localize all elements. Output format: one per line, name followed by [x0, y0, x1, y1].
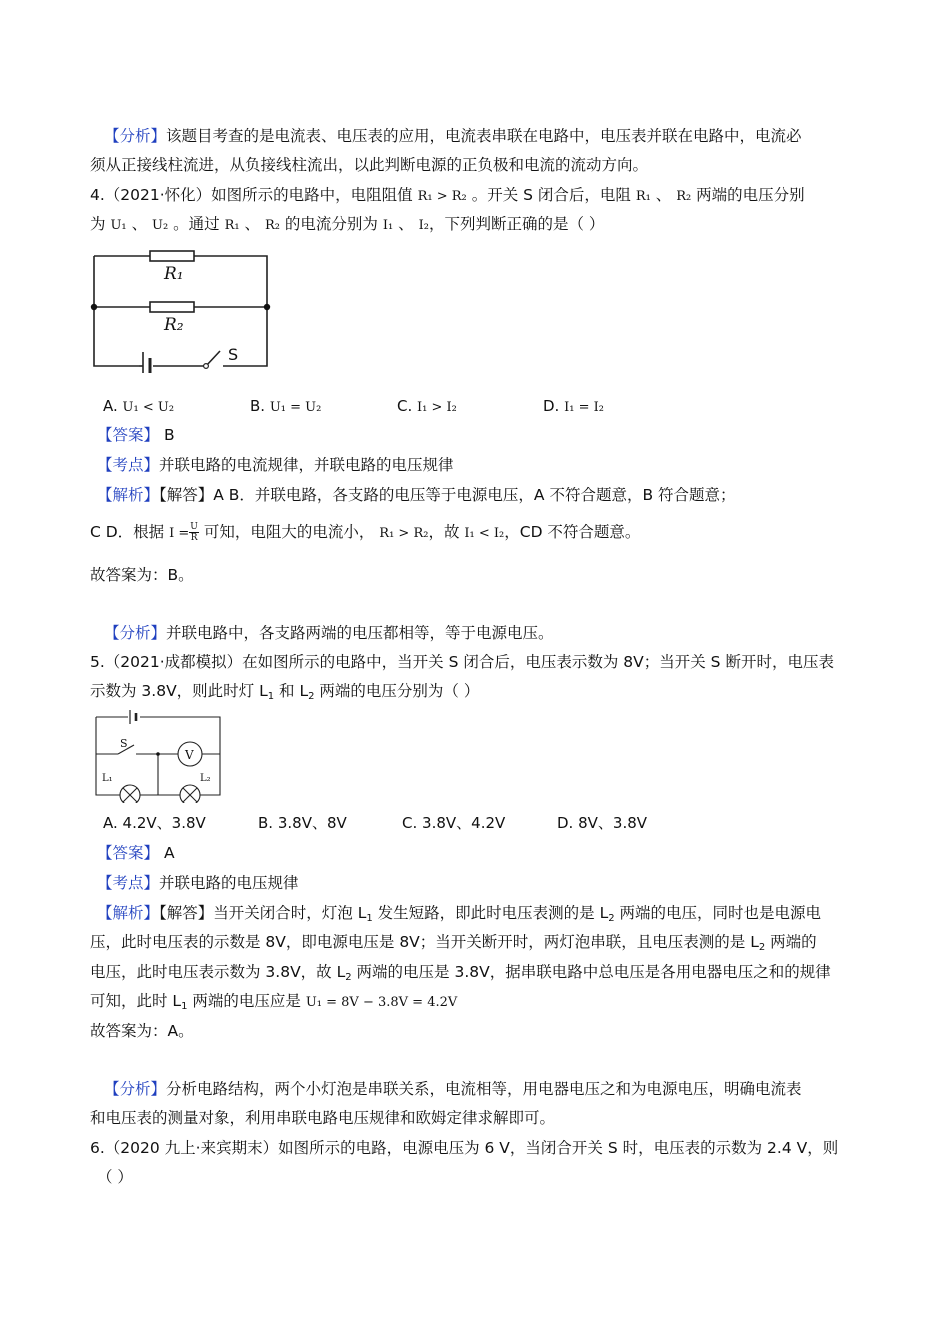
q4-stem-line1: 4.（2021·怀化）如图所示的电路中，电阻阻值 R₁ > R₂ 。开关 S 闭合后，电阻 R₁ 、 R₂ 两端的电压分别 — [90, 186, 805, 204]
q4-option-c[interactable]: C. I₁ > I₂ — [397, 397, 457, 415]
q5-knowledge-point: 【考点】并联电路的电压规律 — [97, 874, 299, 892]
q5-option-a[interactable]: A. 4.2V、3.8V — [103, 814, 206, 832]
q5-solution-line4: 可知，此时 $L_1$ 两端的电压应是 U₁ = 8V − 3.8V = 4.2V — [90, 992, 458, 1012]
fraction-u-over-r: $\frac{U}{R}$ — [190, 522, 198, 543]
q5-solution-line3: 电压，此时电压表示数为 3.8V，故 $L_2$ 两端的电压是 3.8V，据串联电路中总电压是各用电器电压之和的规律 — [90, 963, 831, 983]
q3-analysis-line1: 【分析】该题目考查的是电流表、电压表的应用，电流表串联在电路中，电压表并联在电路中，电流必 — [104, 127, 802, 145]
q5-option-b[interactable]: B. 3.8V、8V — [258, 814, 347, 832]
q4-circuit-diagram — [88, 248, 273, 373]
q4-knowledge-point: 【考点】并联电路的电流规律，并联电路的电压规律 — [97, 456, 454, 474]
voltmeter-label: V — [185, 748, 194, 762]
l1-label: L₁ — [102, 773, 113, 784]
switch-label: S — [228, 345, 239, 364]
q4-answer: 【答案】 B — [97, 426, 175, 444]
q5-analysis-line1: 【分析】分析电路结构，两个小灯泡是串联关系，电流相等，用电器电压之和为电源电压，明确电流表 — [104, 1080, 802, 1098]
q5-solution-line1: 【解析】【解答】当开关闭合时，灯泡 $L_1$ 发生短路，即此时电压表测的是 $L_2$ 两端的电压，同时也是电源电 — [97, 904, 822, 924]
q4-solution-line1: 【解析】【解答】A B．并联电路，各支路的电压等于电源电压，A 不符合题意，B 符合题意； — [97, 486, 736, 504]
q5-answer: 【答案】 A — [97, 844, 175, 862]
q5-analysis-line2: 和电压表的测量对象，利用串联电路电压规律和欧姆定律求解即可。 — [90, 1109, 556, 1127]
q4-option-b[interactable]: B. U₁ = U₂ — [250, 397, 322, 415]
q4-analysis: 【分析】并联电路中，各支路两端的电压都相等，等于电源电压。 — [104, 624, 554, 642]
q4-conclusion: 故答案为：B。 — [90, 566, 194, 584]
q4-stem-line2: 为 U₁ 、 U₂ 。通过 R₁ 、 R₂ 的电流分别为 I₁ 、 I₂，下列判断正确的是（ ） — [90, 215, 605, 233]
q3-analysis-line2: 须从正接线柱流进，从负接线柱流出，以此判断电源的正负极和电流的流动方向。 — [90, 156, 649, 174]
q4-option-a[interactable]: A. U₁ < U₂ — [103, 397, 175, 415]
q5-stem-line1: 5.（2021·成都模拟）在如图所示的电路中，当开关 S 闭合后，电压表示数为 8V；当开关 S 断开时，电压表 — [90, 653, 834, 671]
q6-stem-line2: （ ） — [97, 1168, 133, 1186]
q4-option-d[interactable]: D. I₁ = I₂ — [543, 397, 604, 415]
q5-circuit-diagram — [90, 707, 230, 803]
q5-stem-line2: 示数为 3.8V，则此时灯 $L_1$ 和 $L_2$ 两端的电压分别为（ ） — [90, 682, 480, 702]
r1-label: R₁ — [164, 264, 184, 284]
q5-option-c[interactable]: C. 3.8V、4.2V — [402, 814, 506, 832]
l2-label: L₂ — [200, 773, 211, 784]
q4-solution-line2: C D．根据 I = $\frac{U}{R}$ 可知，电阻大的电流小， R₁ > R₂，故 I₁ < I₂，CD 不符合题意。 — [90, 522, 641, 543]
r2-label: R₂ — [164, 315, 184, 335]
q5-option-d[interactable]: D. 8V、3.8V — [557, 814, 648, 832]
q6-stem-line1: 6.（2020 九上·来宾期末）如图所示的电路，电源电压为 6 V，当闭合开关 S 时，电压表的示数为 2.4 V，则 — [90, 1139, 839, 1157]
q5-conclusion: 故答案为：A。 — [90, 1022, 194, 1040]
q5-solution-line2: 压，此时电压表的示数是 8V，即电源电压是 8V；当开关断开时，两灯泡串联，且电压表测的是 $L_2$ 两端的 — [90, 933, 817, 953]
switch-label: S — [120, 737, 128, 750]
